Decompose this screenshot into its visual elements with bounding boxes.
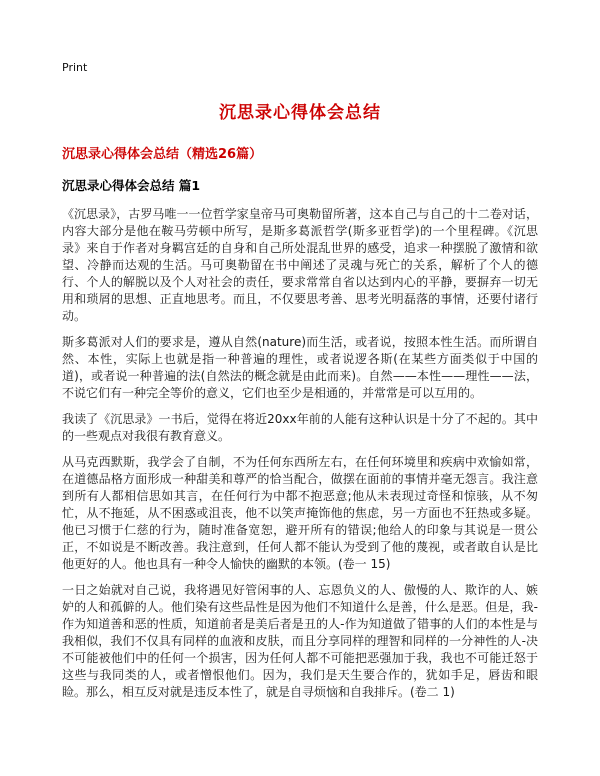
article-paragraph: 我读了《沉思录》一书后，觉得在将近20xx年前的人能有这种认识是十分了不起的。其中的一些观点对我很有教育意义。 xyxy=(62,412,538,443)
article-subtitle: 沉思录心得体会总结（精选26篇） xyxy=(62,147,263,162)
article-body xyxy=(62,206,538,701)
article-paragraph: 《沉思录》，古罗马唯一一位哲学家皇帝马可奥勒留所著，这本自己与自己的十二卷对话，内容大部分是他在鞍马劳顿中所写，是斯多葛派哲学(斯多亚哲学)的一个里程碑。《沉思录》来自于作者对身羁宫廷的自身和自己所处混乱世界的感受，追求一种摆脱了激情和欲望、冷静而达观的生活。马可奥勒留在书中阐述了灵魂与死亡的关系，解析了个人的德行、个人的解脱以及个人对社会的责任，要求常常自省以达到内心的平静，要摒弃一切无用和琐屑的思想、正直地思考。而且，不仅要思考善、思考光明磊落的事情，还要付诸行动。 xyxy=(62,207,538,323)
article-paragraph: 从马克西默斯，我学会了自制，不为任何东西所左右，在任何环境里和疾病中欢愉如常，在道德品格方面形成一种甜美和尊严的恰当配合，做摆在面前的事情并毫无怨言。我注意到所有人都相信思如其言，在任何行为中都不抱恶意;他从未表现过奇怪和惊骇，从不匆忙，从不拖延，从不困惑或沮丧，他不以笑声掩饰他的焦虑，另一方面也不狂热或多疑。他已习惯于仁慈的行为，随时准备宽恕，避开所有的错误;他给人的印象与其说是一贯公正，不如说是不断改善。我注意到，任何人都不能认为受到了他的蔑视，或者敢自认是比他更好的人。他也具有一种令人愉快的幽默的本领。(卷一 15) xyxy=(62,455,538,571)
section-heading: 沉思录心得体会总结 篇1 xyxy=(62,178,201,193)
article-paragraph: 斯多葛派对人们的要求是，遵从自然(nature)而生活，或者说，按照本性生活。而所谓自然、本性，实际上也就是指一种普遍的理性，或者说逻各斯(在某些方面类似于中国的道)，或者说一种普遍的法(自然法的概念就是由此而来)。自然——本性——理性——法，不说它们有一种完全等价的意义，它们也至少是相通的，并常常是可以互用的。 xyxy=(62,335,538,400)
page-title: 沉思录心得体会总结 xyxy=(219,103,381,123)
article-paragraph: 一日之始就对自己说，我将遇见好管闲事的人、忘恩负义的人、傲慢的人、欺诈的人、嫉妒的人和孤僻的人。他们染有这些品性是因为他们不知道什么是善，什么是恶。但是，我-作为知道善和恶的性质，知道前者是美后者是丑的人-作为知道做了错事的人们的本性是与我相似，我们不仅具有同样的血液和皮肤，而且分享同样的理智和同样的一分神性的人-决不可能被他们中的任何一个损害，因为任何人都不可能把恶强加于我，我也不可能迁怒于这些与我同类的人，或者憎恨他们。因为，我们是天生要合作的，犹如手足，唇齿和眼睑。那么，相互反对就是违反本性了，就是自寻烦恼和自我排斥。(卷二 1) xyxy=(62,583,538,699)
print-button[interactable]: Print xyxy=(62,61,88,74)
